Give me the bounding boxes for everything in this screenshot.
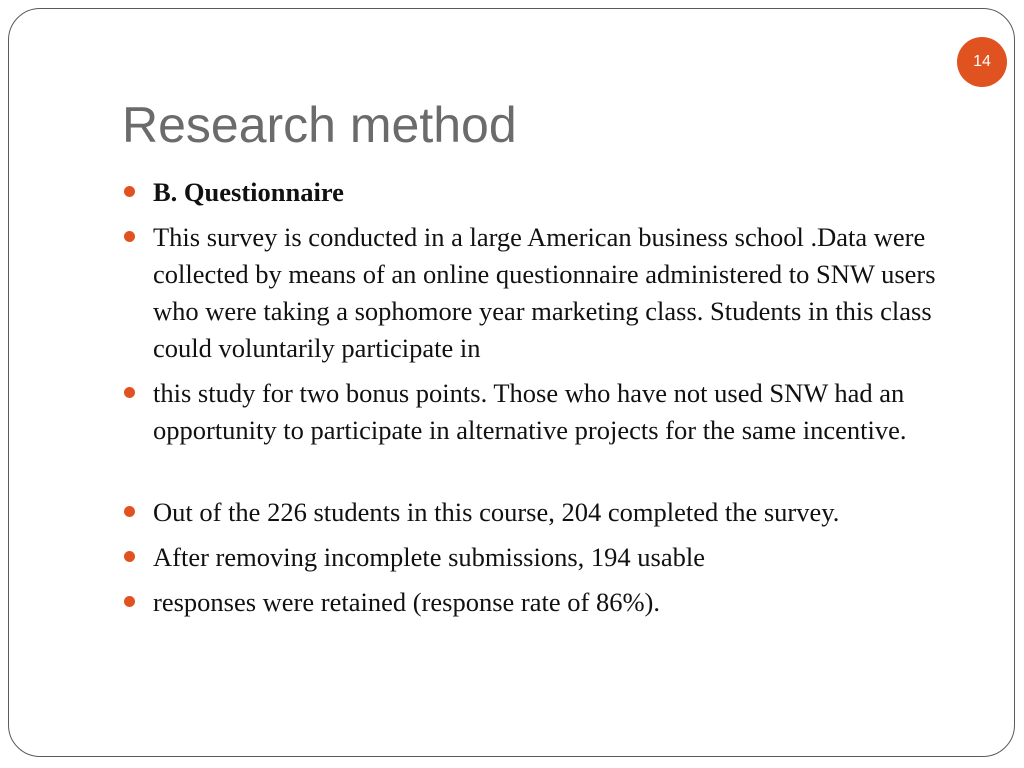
bullet-dot-icon (124, 387, 135, 398)
bullet-item (123, 539, 973, 576)
bullet-item (123, 219, 973, 367)
bullet-text: B. Questionnaire (153, 177, 344, 207)
bullet-item (123, 584, 973, 621)
bullet-text: This survey is conducted in a large American business school .Data were collected by means of an online questionnaire administered to SNW users who were taking a sophomore year marketing class. Students in this class could voluntarily participate in (153, 222, 936, 363)
bullet-text: After removing incomplete submissions, 194 usable (153, 542, 705, 572)
bullet-dot-icon (124, 231, 135, 242)
bullet-dot-icon (124, 506, 135, 517)
slide-title: Research method (122, 97, 517, 153)
bullet-item (123, 375, 973, 449)
bullet-dot-icon (124, 596, 135, 607)
bullet-text: responses were retained (response rate of 86%). (153, 587, 660, 617)
bullet-item (123, 494, 973, 531)
bullet-list (123, 174, 973, 629)
bullet-item (123, 174, 973, 211)
bullet-text: Out of the 226 students in this course, 204 completed the survey. (153, 497, 840, 527)
slide (8, 8, 1015, 757)
bullet-text: this study for two bonus points. Those who have not used SNW had an opportunity to participate in alternative projects for the same incentive. (153, 378, 907, 445)
bullet-dot-icon (124, 551, 135, 562)
bullet-dot-icon (124, 186, 135, 197)
page-number-badge: 14 (957, 37, 1007, 87)
